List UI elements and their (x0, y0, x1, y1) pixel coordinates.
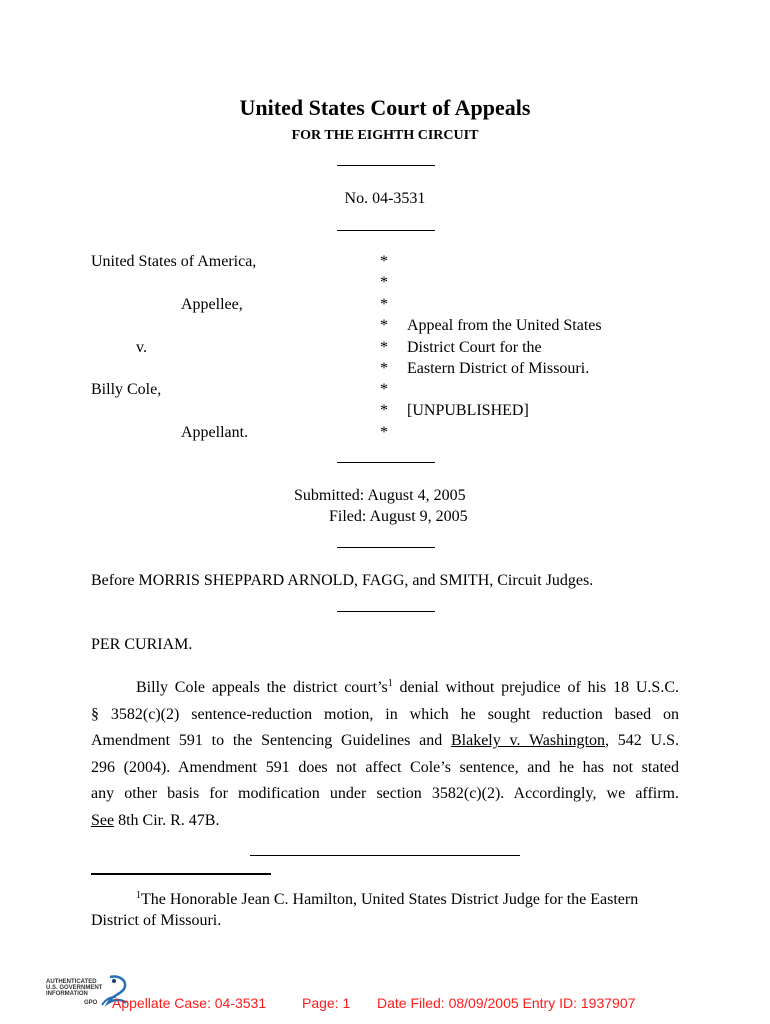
appeal-line-1: Appeal from the United States (407, 317, 602, 334)
seal-line: AUTHENTICATED (46, 979, 97, 985)
opinion-paragraph (91, 675, 679, 834)
case-citation: Blakely v. Washington (450, 732, 605, 749)
divider (337, 547, 435, 548)
footnote-reference: 1 (387, 678, 393, 689)
defendant-name: Billy Cole, (91, 381, 162, 398)
divider (337, 611, 435, 612)
caption-star: * (380, 339, 388, 356)
per-curiam-heading: PER CURIAM. (91, 636, 193, 653)
footer-filed-date: Date Filed: 08/09/2005 Entry ID: 1937907 (377, 995, 636, 1011)
seal-line: GPO (84, 1000, 98, 1006)
footer-page: Page: 1 (302, 995, 351, 1011)
caption-star: * (380, 253, 388, 270)
caption-star: * (380, 402, 388, 419)
opinion-line (91, 728, 679, 755)
defendant-role: Appellant. (181, 424, 249, 441)
case-number: No. 04-3531 (344, 190, 426, 207)
divider (337, 462, 435, 463)
filed-date: Filed: August 9, 2005 (329, 508, 468, 525)
opinion-text: 8th Cir. R. 47B. (114, 811, 220, 829)
divider (337, 230, 435, 231)
opinion-line: any other basis for modification under section 3582(c)(2). Accordingly, we affirm. (91, 785, 679, 802)
caption-star: * (380, 317, 388, 334)
footnote-line-2: District of Missouri. (91, 912, 222, 929)
seal-line: INFORMATION (46, 991, 88, 997)
caption-star: * (380, 296, 388, 313)
appeal-line-3: Eastern District of Missouri. (407, 360, 590, 377)
court-title: United States Court of Appeals (239, 95, 531, 120)
caption-star: * (380, 381, 388, 398)
footnote-line-1 (136, 891, 638, 909)
submitted-date: Submitted: August 4, 2005 (294, 487, 466, 504)
opinion-text: , 542 U.S. (605, 732, 679, 749)
divider (337, 165, 435, 166)
see-signal: See (91, 811, 115, 829)
opinion-line (91, 675, 679, 702)
appeal-line-2: District Court for the (407, 339, 542, 356)
opinion-text: Billy Cole appeals the district court’s (136, 679, 388, 696)
footnote-text: The Honorable Jean C. Hamilton, United States District Judge for the Eastern (141, 891, 639, 908)
caption-star: * (380, 424, 388, 441)
opinion-line (91, 808, 679, 835)
publication-status: [UNPUBLISHED] (407, 402, 529, 419)
opinion-line: 296 (2004). Amendment 591 does not affect Cole’s sentence, and he has not stated (91, 758, 679, 776)
caption-star: * (380, 274, 388, 291)
plaintiff-name: United States of America, (91, 253, 257, 270)
circuit-name: FOR THE EIGHTH CIRCUIT (291, 128, 479, 143)
footnote-divider (91, 873, 271, 875)
footnote-mark: 1 (136, 890, 141, 901)
seal-line: U.S. GOVERNMENT (46, 985, 103, 991)
end-divider (250, 855, 520, 856)
plaintiff-role: Appellee, (181, 296, 243, 313)
opinion-line: § 3582(c)(2) sentence-reduction motion, in which he sought reduction based on (91, 705, 679, 723)
panel-judges: Before MORRIS SHEPPARD ARNOLD, FAGG, and SMITH, Circuit Judges. (91, 572, 594, 589)
caption-star: * (380, 360, 388, 377)
footer-case-number: Appellate Case: 04-3531 (112, 995, 267, 1011)
opinion-text: denial without prejudice of his 18 U.S.C. (392, 679, 679, 696)
opinion-text: Amendment 591 to the Sentencing Guidelines and (91, 732, 451, 749)
versus: v. (136, 339, 147, 356)
